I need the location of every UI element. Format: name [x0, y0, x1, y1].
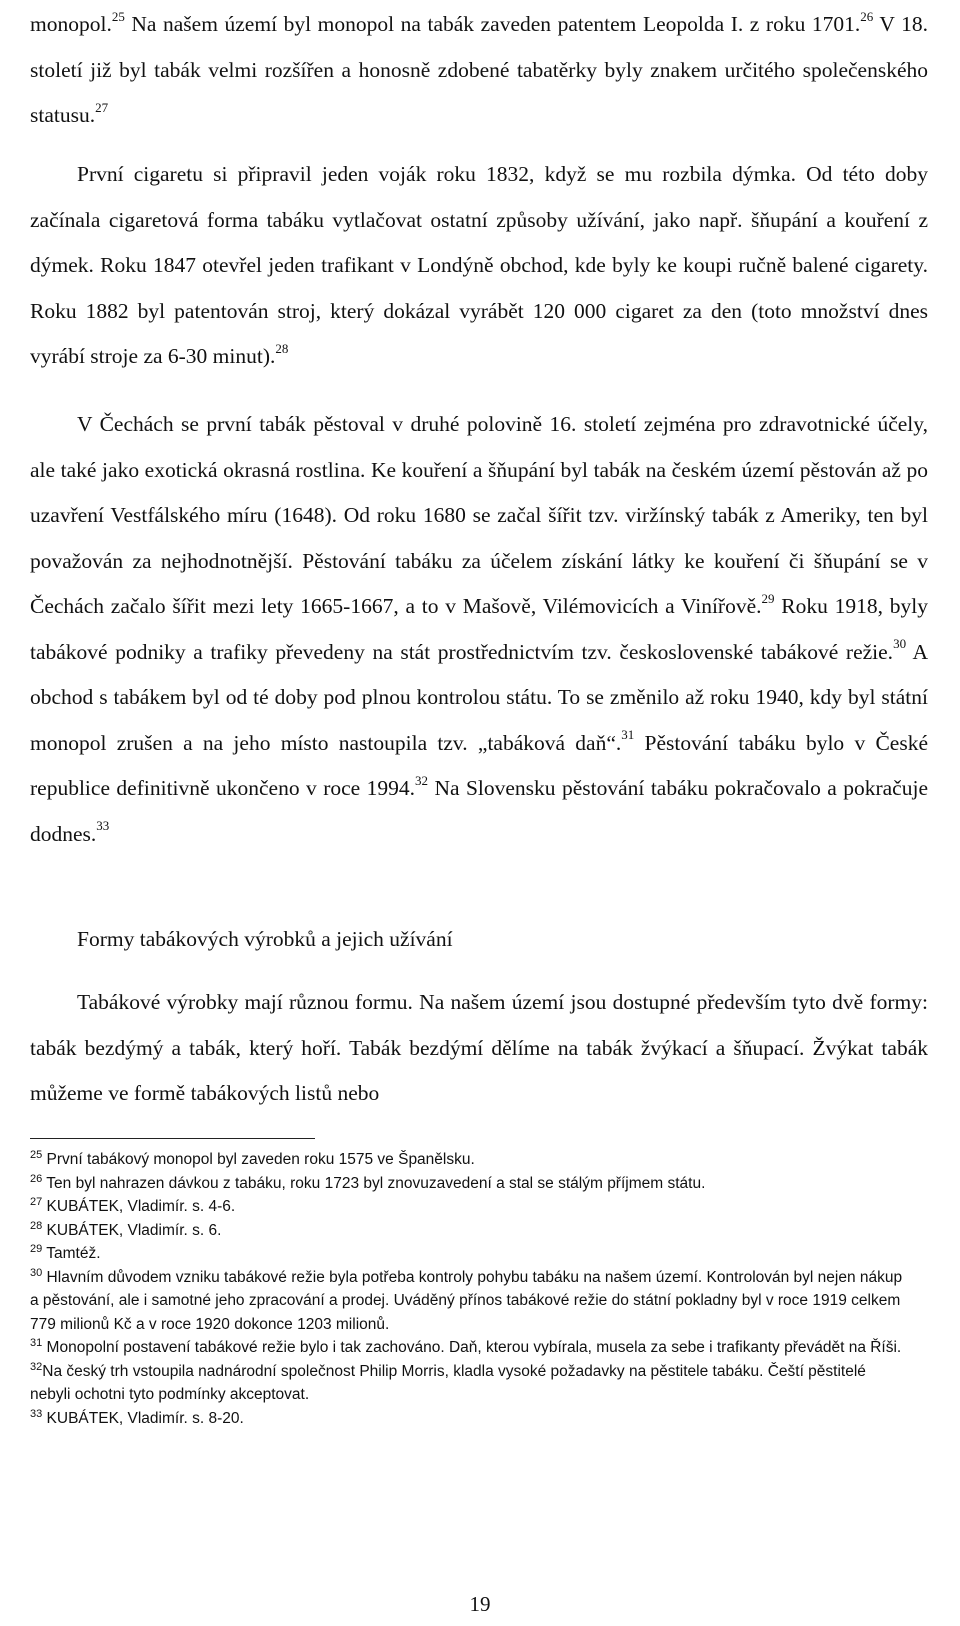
footnote-number: 25: [30, 1148, 43, 1161]
footnote-number: 33: [30, 1407, 43, 1420]
text-run: Tabákové výrobky mají různou formu. Na našem území jsou dostupné především tyto dvě formy: tabák bezdýmý a tabák, který hoří. Tabák bezdýmí dělíme na tabák žvýkací a šňupací. Žvýkat tabák můžeme ve formě tabákových listů nebo: [30, 990, 928, 1105]
text-run: Na našem území byl monopol na tabák zaveden patentem Leopolda I. z roku 1701.: [124, 12, 861, 36]
footnote-ref-33[interactable]: 33: [96, 818, 110, 834]
footnote-28: [30, 1219, 910, 1243]
footnote-number: 28: [30, 1219, 43, 1232]
footnote-ref-30[interactable]: 30: [893, 636, 907, 652]
footnote-33: [30, 1407, 910, 1431]
paragraph-cigarettes: [30, 152, 928, 380]
footnote-27: [30, 1195, 910, 1219]
footnote-ref-28[interactable]: 28: [275, 340, 289, 356]
footnote-ref-31[interactable]: 31: [621, 727, 635, 743]
footnote-30: [30, 1266, 910, 1337]
footnote-ref-27[interactable]: 27: [95, 99, 109, 115]
footnote-number: 32: [30, 1360, 43, 1373]
paragraph-forms: [30, 980, 928, 1117]
text-run: A obchod s tabákem byl od té doby pod plnou kontrolou státu. To se změnilo až roku 1940, kdy byl státní monopol zrušen a na jeho místo nastoupila tzv. „tabáková daň“.: [30, 639, 929, 755]
footnote-text: KUBÁTEK, Vladimír. s. 4-6.: [42, 1198, 236, 1215]
text-run: monopol.: [30, 12, 112, 36]
footnote-text: Ten byl nahrazen dávkou z tabáku, roku 1723 byl znovuzavedení a stal se stálým příjmem státu.: [42, 1174, 706, 1192]
footnote-separator: [30, 1138, 315, 1139]
footnote-text: KUBÁTEK, Vladimír. s. 6.: [42, 1221, 222, 1239]
footnote-32: [30, 1360, 910, 1407]
footnote-ref-26[interactable]: 26: [860, 8, 874, 24]
footnote-ref-32[interactable]: 32: [415, 772, 429, 788]
text-run: Na Slovensku pěstování tabáku pokračovalo a pokračuje dodnes.: [30, 776, 928, 846]
footnotes: [30, 1148, 910, 1430]
footnote-31: [30, 1336, 910, 1360]
footnote-text: Na český trh vstoupila nadnárodní společnost Philip Morris, kladla vysoké požadavky na pěstitele tabáku. Čeští pěstitelé nebyli ochotni tyto podmínky akceptovat.: [30, 1362, 866, 1403]
footnote-26: [30, 1172, 910, 1196]
text-run: V 18. století již byl tabák velmi rozšířen a honosně zdobené tabatěrky byly znakem určitého společenského statusu.: [30, 12, 928, 127]
footnote-text: KUBÁTEK, Vladimír. s. 8-20.: [42, 1409, 244, 1427]
text-run: Roku 1918, byly tabákové podniky a trafiky převedeny na stát prostřednictvím tzv. československé tabákové režie.: [30, 594, 928, 664]
text-run: V Čechách se první tabák pěstoval v druhé polovině 16. století zejména pro zdravotnické účely, ale také jako exotická okrasná rostlina. Ke kouření a šňupání byl tabák na českém území pěstován až po uzavření Vestfálského míru (1648). Od roku 1680 se začal šířit tzv. viržínský tabák z Ameriky, ten byl považován za nejhodnotnější. Pěstování tabáku za účelem získání látky ke kouření či šňupání se v Čechách začalo šířit mezi lety 1665-1667, a to v Mašově, Vilémovicích a Vinířově.: [30, 412, 928, 618]
paragraph-czech-history: [30, 402, 928, 857]
footnote-number: 27: [30, 1195, 43, 1208]
page-number: 19: [469, 1592, 491, 1616]
text-run: První cigaretu si připravil jeden voják roku 1832, když se mu rozbila dýmka. Od této doby začínala cigaretová forma tabáku vytlačovat ostatní způsoby užívání, jako např. šňupání a kouření z dýmek. Roku 1847 otevřel jeden trafikant v Londýně obchod, kde byly ke koupi ručně balené cigarety. Roku 1882 byl patentován stroj, který dokázal vyrábět 120 000 cigaret za den (toto množství dnes vyrábí stroje za 6-30 minut).: [30, 162, 928, 368]
footnote-ref-29[interactable]: 29: [761, 590, 775, 606]
footnote-29: [30, 1242, 910, 1266]
footnote-25: [30, 1148, 910, 1172]
footnote-number: 26: [30, 1172, 43, 1185]
footnote-text: Tamtéž.: [42, 1245, 101, 1262]
footnote-text: Monopolní postavení tabákové režie bylo i tak zachováno. Daň, kterou vybírala, musela za sebe i trafikanty převádět na Říši.: [42, 1339, 902, 1356]
footnote-text: Hlavním důvodem vzniku tabákové režie byla potřeba kontroly pohybu tabáku na našem území. Kontrolován byl nejen nákup a pěstování, ale i samotné jeho zpracování a prodej. Uváděný přínos tabákové režie do státní pokladny byl v roce 1919 celkem 779 milionů Kč a v roce 1920 dokonce 1203 milionů.: [30, 1268, 903, 1333]
paragraph-monopol: [30, 2, 928, 139]
footnote-number: 29: [30, 1242, 43, 1255]
footnote-ref-25[interactable]: 25: [111, 8, 125, 24]
footnote-text: První tabákový monopol byl zaveden roku 1575 ve Španělsku.: [42, 1151, 475, 1168]
footnote-number: 30: [30, 1266, 43, 1279]
footnote-number: 31: [30, 1336, 43, 1349]
text-run: Pěstování tabáku bylo v České republice definitivně ukončeno v roce 1994.: [30, 730, 928, 800]
section-heading: Formy tabákových výrobků a jejich užívání: [77, 927, 453, 951]
